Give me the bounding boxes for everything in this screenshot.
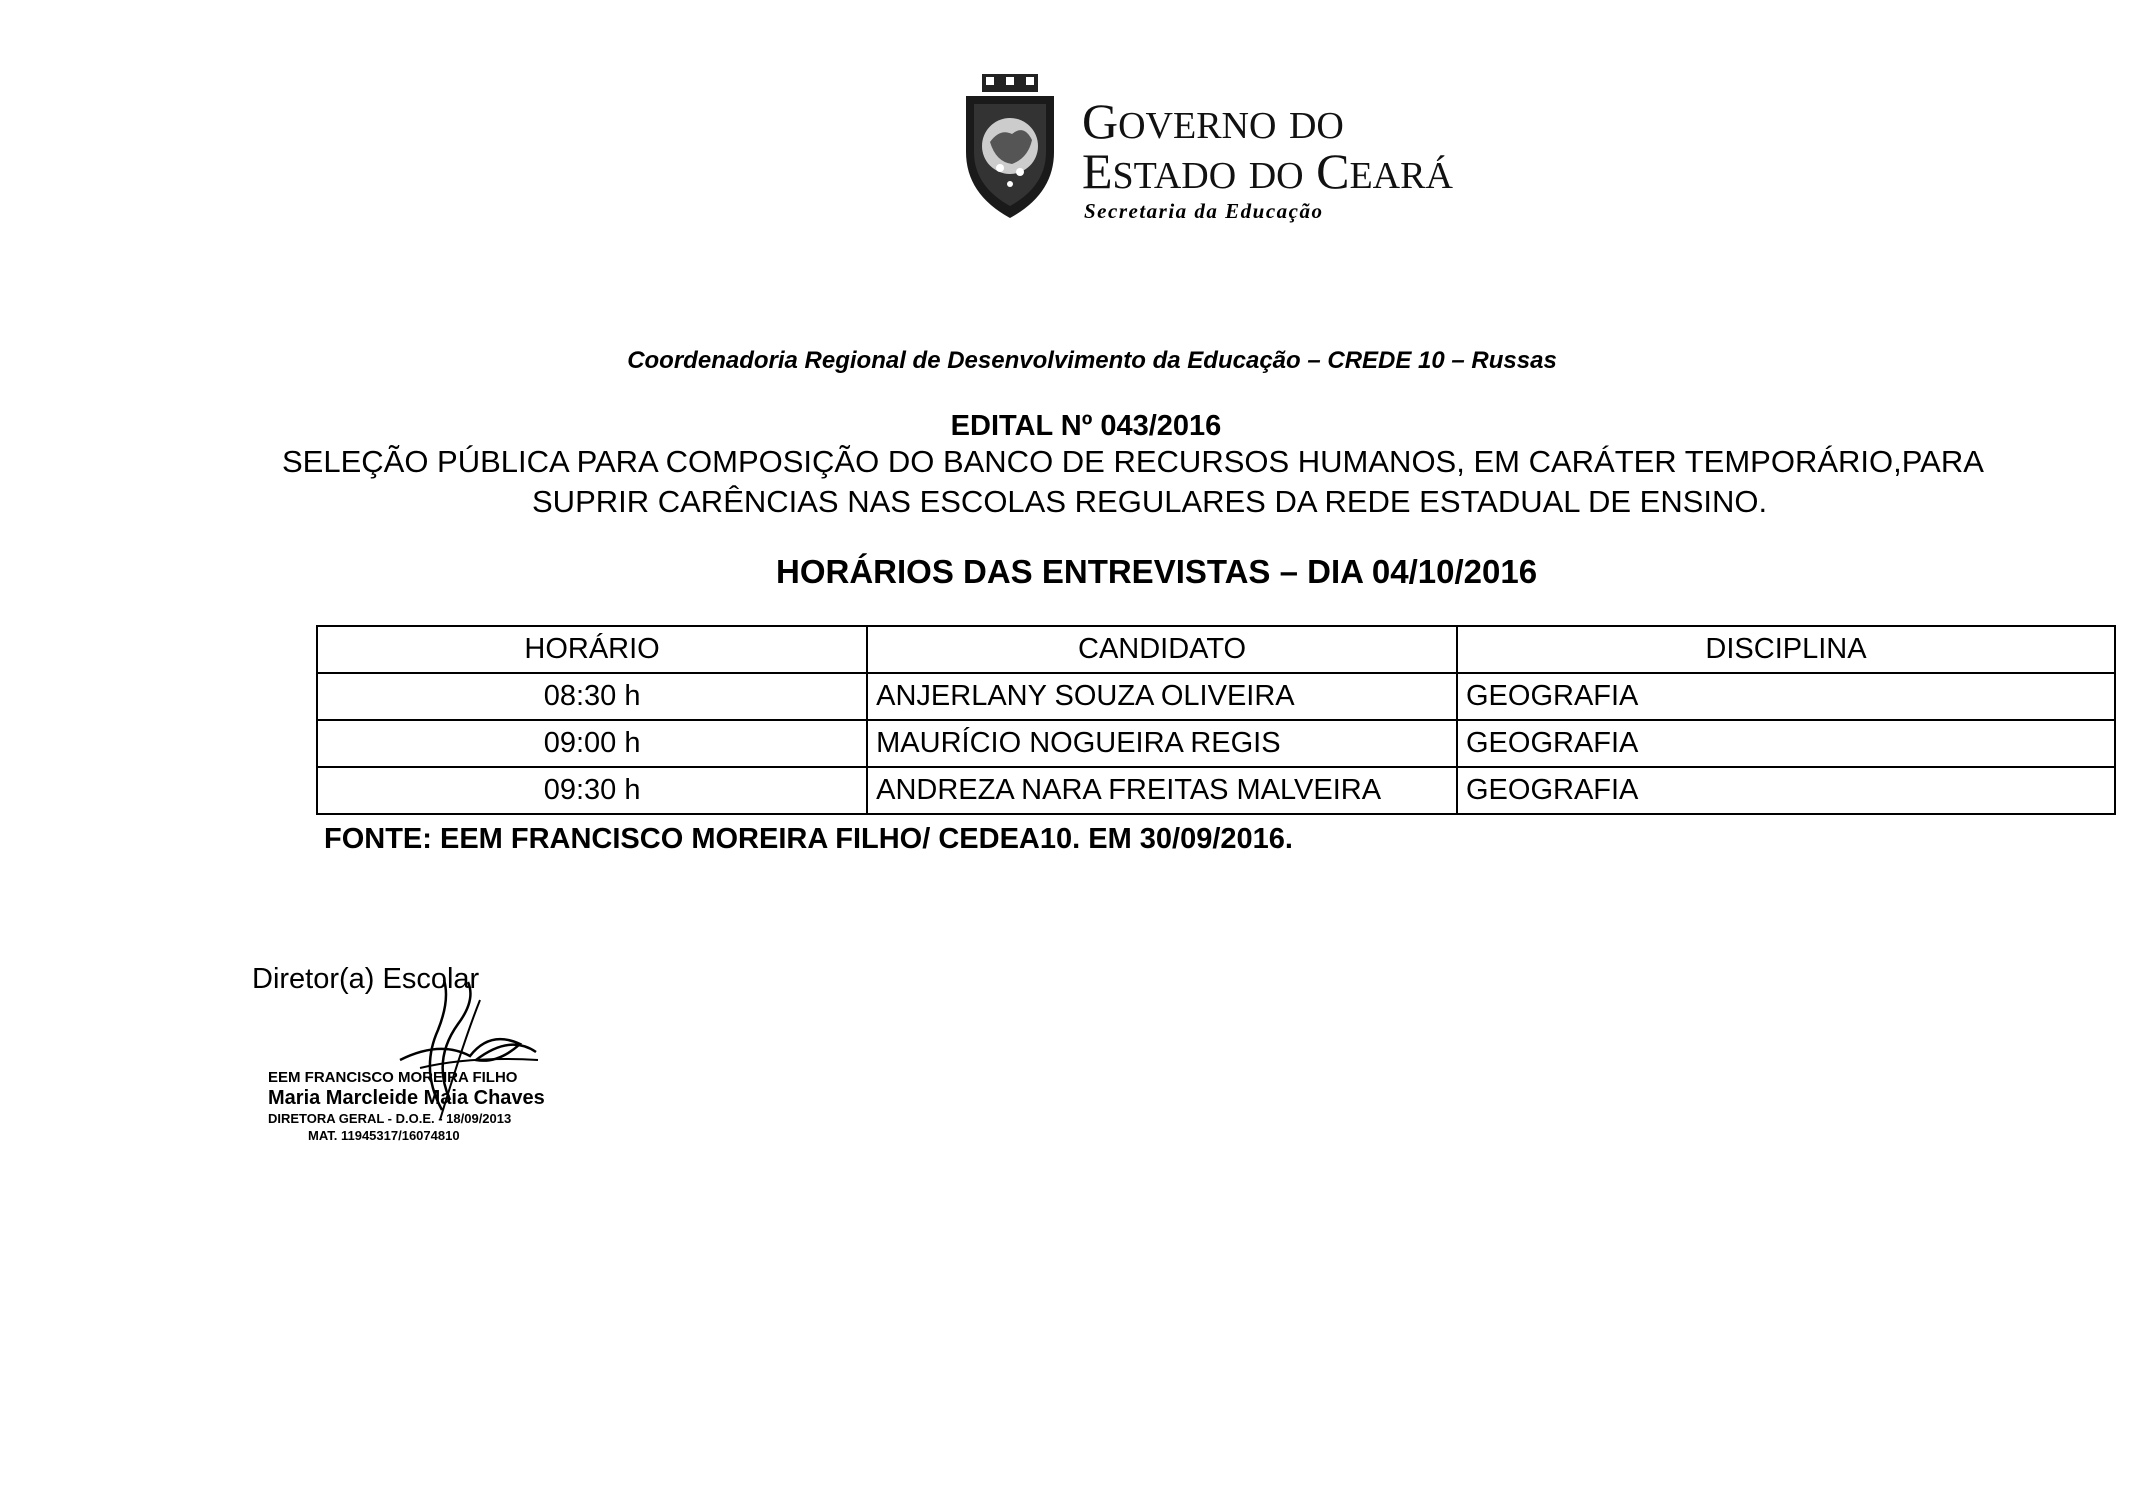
director-label: Diretor(a) Escolar	[252, 963, 480, 995]
state-coat-of-arms-icon	[960, 72, 1060, 220]
time-cell: 09:30 h	[317, 767, 867, 814]
time-cell: 08:30 h	[317, 673, 867, 720]
table-row	[317, 673, 2115, 720]
coordination-heading: Coordenadoria Regional de Desenvolvimento da Educação – CREDE 10 – Russas	[627, 347, 1557, 374]
edital-number: EDITAL Nº 043/2016	[950, 410, 1222, 442]
government-title-line1: GOVERNO DO	[1082, 93, 1344, 149]
column-header-time: HORÁRIO	[317, 626, 867, 673]
stamp-school: EEM FRANCISCO MOREIRA FILHO	[268, 1069, 518, 1086]
handwritten-signature	[380, 960, 560, 1140]
secretariat-subtitle: Secretaria da Educação	[1084, 199, 1324, 223]
candidate-cell: MAURÍCIO NOGUEIRA REGIS	[867, 720, 1457, 767]
source-note: FONTE: EEM FRANCISCO MOREIRA FILHO/ CEDEA10. EM 30/09/2016.	[324, 823, 1293, 855]
column-header-subject: DISCIPLINA	[1457, 626, 2115, 673]
interview-schedule-title: HORÁRIOS DAS ENTREVISTAS – DIA 04/10/2016	[776, 553, 1538, 590]
government-title-line2: ESTADO DO CEARÁ	[1082, 143, 1453, 199]
table-row	[317, 767, 2115, 814]
candidate-cell: ANJERLANY SOUZA OLIVEIRA	[867, 673, 1457, 720]
column-header-candidate: CANDIDATO	[867, 626, 1457, 673]
subject-cell: GEOGRAFIA	[1457, 720, 2115, 767]
stamp-registration: MAT. 11945317/16074810	[308, 1128, 460, 1143]
selection-description-line1: SELEÇÃO PÚBLICA PARA COMPOSIÇÃO DO BANCO DE RECURSOS HUMANOS, EM CARÁTER TEMPORÁRIO,PARA	[282, 444, 1984, 479]
selection-description-line2: SUPRIR CARÊNCIAS NAS ESCOLAS REGULARES DA REDE ESTADUAL DE ENSINO.	[532, 484, 1768, 519]
candidate-cell: ANDREZA NARA FREITAS MALVEIRA	[867, 767, 1457, 814]
interview-schedule-table	[316, 625, 2116, 815]
subject-cell: GEOGRAFIA	[1457, 673, 2115, 720]
time-cell: 09:00 h	[317, 720, 867, 767]
table-row	[317, 720, 2115, 767]
table-header-row	[317, 626, 2115, 673]
stamp-name: Maria Marcleide Maia Chaves	[268, 1087, 545, 1109]
stamp-role: DIRETORA GERAL - D.O.E. - 18/09/2013	[268, 1111, 512, 1126]
subject-cell: GEOGRAFIA	[1457, 767, 2115, 814]
